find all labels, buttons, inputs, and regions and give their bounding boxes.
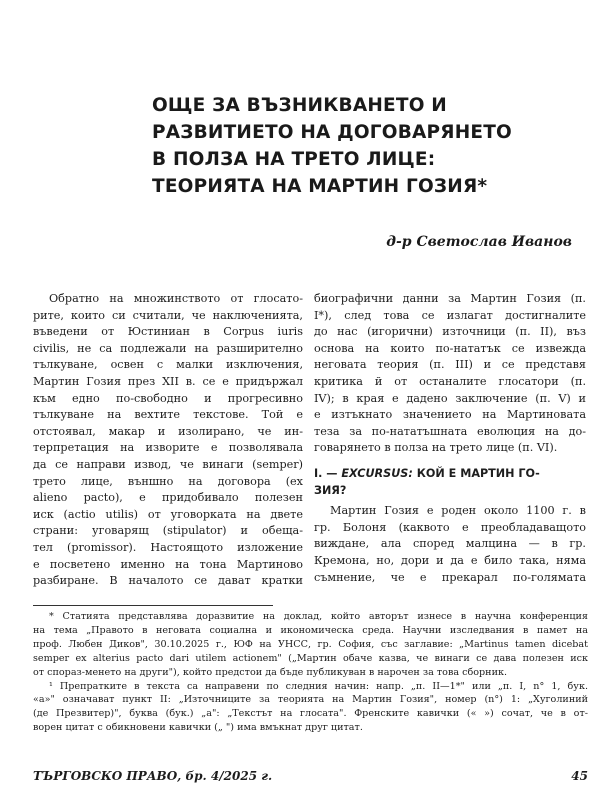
body-line: рите, които си считали, че наключенията, [33, 308, 303, 322]
body-line: основа на които по-нататък се извежда [314, 341, 586, 355]
title-line: ОЩЕ ЗА ВЪЗНИКВАНЕТО И [152, 95, 447, 116]
body-line: критика й от останалите глосатори (п. [314, 374, 586, 388]
body-line: трето лице, външно на договора (ex [33, 474, 303, 488]
section-number: I. — [314, 466, 342, 480]
footnote-line: ворен цитат с обикновени кавички („ ") има вмъкнат друг цитат. [33, 722, 363, 734]
body-line: тълкуване, освен с малки изключения, [33, 358, 303, 372]
body-line: виждане, ала според малцина — в гр. [314, 537, 586, 551]
body-line: Обратно на множинството от глосато- [49, 292, 303, 305]
footnote-line: на тема „Правото в неговата социална и икономическа среда. Научни изследвания в памет на [33, 624, 588, 636]
body-line: биографични данни за Мартин Гозия (п. [314, 292, 586, 305]
left-column [33, 291, 303, 590]
footnote-line: (де Презвитер)", буква (бук.) „а": „Текстът на глосата". Френските кавички (« ») сочат, че в от- [33, 708, 588, 720]
body-line: тел (promissor). Настоящото изложение [33, 540, 303, 554]
body-line: alieno pacto), е придобивало полезен [33, 491, 303, 505]
body-line: Мартин Гозия през XII в. се е придържал [33, 374, 303, 388]
body-line: е посветено именно на тона Мартиново [33, 557, 303, 571]
footnote-line: semper ex alterius pacto dari utilem actionem" („Мартин обаче казва, че винаги се дава полезен иск [33, 652, 588, 664]
article-title [152, 92, 582, 200]
body-line: Кремона, но, дори и да е било така, няма [314, 553, 586, 567]
footnote-line: * Статията представлява доразвитие на доклад, който авторът изнесе в научна конференция [49, 611, 588, 622]
body-line: civilis, не са подлежали на разширително [33, 341, 303, 355]
body-line: въведени от Юстиниан в Corpus iuris [33, 325, 303, 339]
body-line: до нас (игорични) източници (п. II), въз [314, 325, 586, 339]
body-line: IV); в края е дадено заключение (п. V) и [314, 391, 586, 405]
footnote-line: ¹ Препратките в текста са направени по следния начин: напр. „п. II—1*" или „п. I, n° 1, бук. [49, 680, 588, 692]
title-line: В ПОЛЗА НА ТРЕТО ЛИЦЕ: [152, 149, 436, 170]
page-number: 45 [571, 769, 588, 783]
section-heading [314, 466, 586, 499]
body-line: терпретация на изворите е позволявала [33, 441, 303, 455]
body-line: иск (actio utilis) от уговорката на двете [33, 507, 303, 521]
body-line: говарянето в полза на трето лице (п. VI). [314, 441, 558, 455]
section-excursus: EXCURSUS: [341, 466, 413, 480]
body-line: съмнение, че е прекарал по-голямата [314, 570, 586, 584]
body-line: отстоявал, макар и изолирано, че ин- [33, 424, 303, 438]
journal-name: ТЪРГОВСКО ПРАВО, бр. 4/2025 г. [33, 769, 273, 783]
page-footer [33, 769, 588, 785]
right-column [314, 291, 586, 586]
footnotes [33, 610, 588, 735]
footnote-line: проф. Любен Диков", 30.10.2025 г., ЮФ на УНСС, гр. София, със заглавие: „Martinus tamen dicebat [33, 638, 588, 650]
body-line: гр. Болоня (каквото е преобладаващото [314, 520, 586, 534]
footnote-line: «а»" означават пункт II: „Източниците за теорията на Мартин Гозия", номер (n°) 1: „Хуголиний [33, 694, 588, 706]
body-line: страни: уговарящ (stipulator) и обеща- [33, 524, 303, 538]
body-line: към едно по-свободно и прогресивно [33, 391, 303, 405]
section-title: КОЙ Е МАРТИН ГО- [412, 466, 540, 480]
body-line: разбиране. В началото се дават кратки [33, 574, 303, 588]
body-line: да се направи извод, че винаги (semper) [33, 457, 303, 471]
title-line: ТЕОРИЯТА НА МАРТИН ГОЗИЯ* [152, 176, 488, 197]
body-line: теза за по-нататъшната еволюция на до- [314, 424, 586, 438]
author-name: д-р Светослав Иванов [386, 234, 572, 250]
body-line: неговата теория (п. III) и се представя [314, 358, 586, 372]
section-title-cont: ЗИЯ? [314, 483, 347, 497]
title-line: РАЗВИТИЕТО НА ДОГОВАРЯНЕТО [152, 122, 512, 143]
body-line: тълкуване на вехтите текстове. Той е [33, 408, 303, 422]
body-line: I*), след това се излагат достигналите [314, 308, 586, 322]
body-line: е изтъкнато значението на Мартиновата [314, 408, 586, 422]
body-line: Мартин Гозия е роден около 1100 г. в [330, 504, 586, 518]
footnote-divider [33, 605, 273, 606]
footnote-line: от спораз-менето на други"), който предстои да бъде публикуван в нарочен за това сборник. [33, 666, 508, 678]
